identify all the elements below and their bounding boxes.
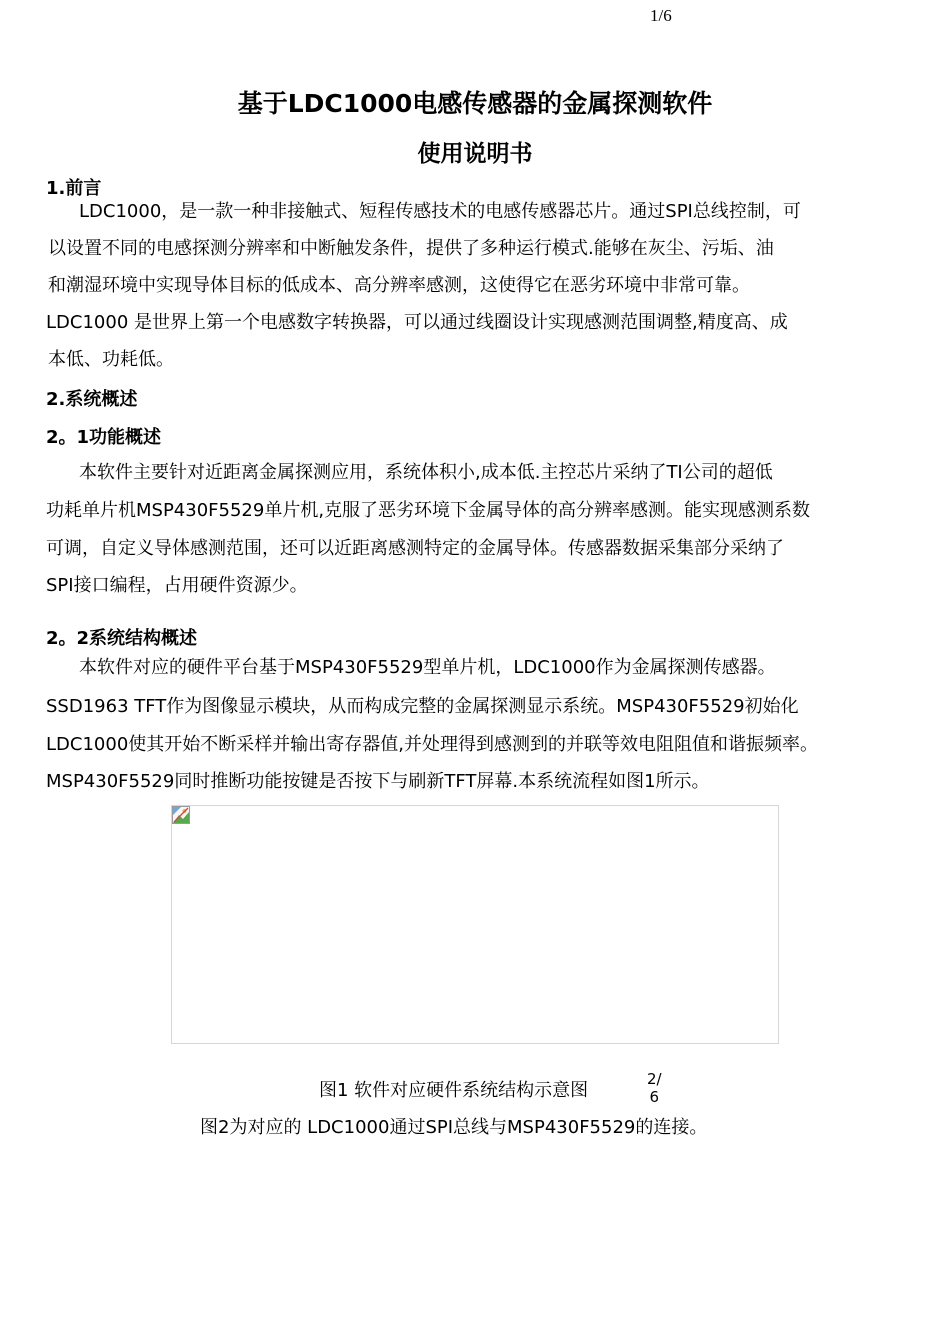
section-2-1-line-3: 可调，自定义导体感测范围，还可以近距离感测特定的金属导体。传感器数据采集部分采纳了 [46, 538, 784, 559]
section-2-1-line-1: 本软件主要针对近距离金属探测应用，系统体积小,成本低.主控芯片采纳了TI公司的超低 [79, 462, 773, 483]
page-number: 1/6 [650, 6, 672, 25]
section-1-line-4: LDC1000 是世界上第一个电感数字转换器，可以通过线圈设计实现感测范围调整,精度高、成 [46, 312, 788, 333]
document-subtitle: 使用说明书 [417, 141, 533, 167]
page-marker-top: 2/ [647, 1070, 662, 1088]
figure-1-caption: 图1 软件对应硬件系统结构示意图 [319, 1080, 589, 1101]
section-2-heading: 2.系统概述 [46, 389, 138, 410]
section-1-line-2: 以设置不同的电感探测分辨率和中断触发条件，提供了多种运行模式.能够在灰尘、污垢、油 [48, 238, 774, 259]
section-2-1-heading: 2。1功能概述 [46, 427, 162, 448]
section-2-1-line-2: 功耗单片机MSP430F5529单片机,克服了恶劣环境下金属导体的高分辨率感测。能实现感测系数 [46, 500, 811, 521]
section-2-2-line-3: LDC1000使其开始不断采样并输出寄存器值,并处理得到感测到的并联等效电阻阻值和谐振频率。 [46, 734, 818, 755]
section-2-1-line-4: SPI接口编程，占用硬件资源少。 [46, 575, 308, 596]
section-1-line-3: 和潮湿环境中实现导体目标的低成本、高分辨率感测，这使得它在恶劣环境中非常可靠。 [48, 275, 750, 296]
document-title: 基于LDC1000电感传感器的金属探测软件 [237, 89, 713, 118]
inline-page-marker [647, 1070, 662, 1106]
section-1-line-1: LDC1000，是一款一种非接触式、短程传感技术的电感传感器芯片。通过SPI总线控制，可 [79, 201, 801, 222]
section-2-2-line-4: MSP430F5529同时推断功能按键是否按下与刷新TFT屏幕.本系统流程如图1所示。 [46, 771, 710, 792]
section-1-heading: 1.前言 [46, 178, 102, 199]
figure-1-placeholder [171, 805, 779, 1044]
section-1-line-5: 本低、功耗低。 [48, 349, 174, 370]
section-2-2-heading: 2。2系统结构概述 [46, 628, 198, 649]
page-marker-bottom: 6 [649, 1088, 660, 1106]
section-2-2-line-1: 本软件对应的硬件平台基于MSP430F5529型单片机，LDC1000作为金属探测传感器。 [79, 657, 776, 678]
broken-image-icon [172, 806, 190, 824]
closing-paragraph: 图2为对应的 LDC1000通过SPI总线与MSP430F5529的连接。 [200, 1117, 708, 1138]
section-2-2-line-2: SSD1963 TFT作为图像显示模块，从而构成完整的金属探测显示系统。MSP430F5529初始化 [46, 696, 799, 717]
